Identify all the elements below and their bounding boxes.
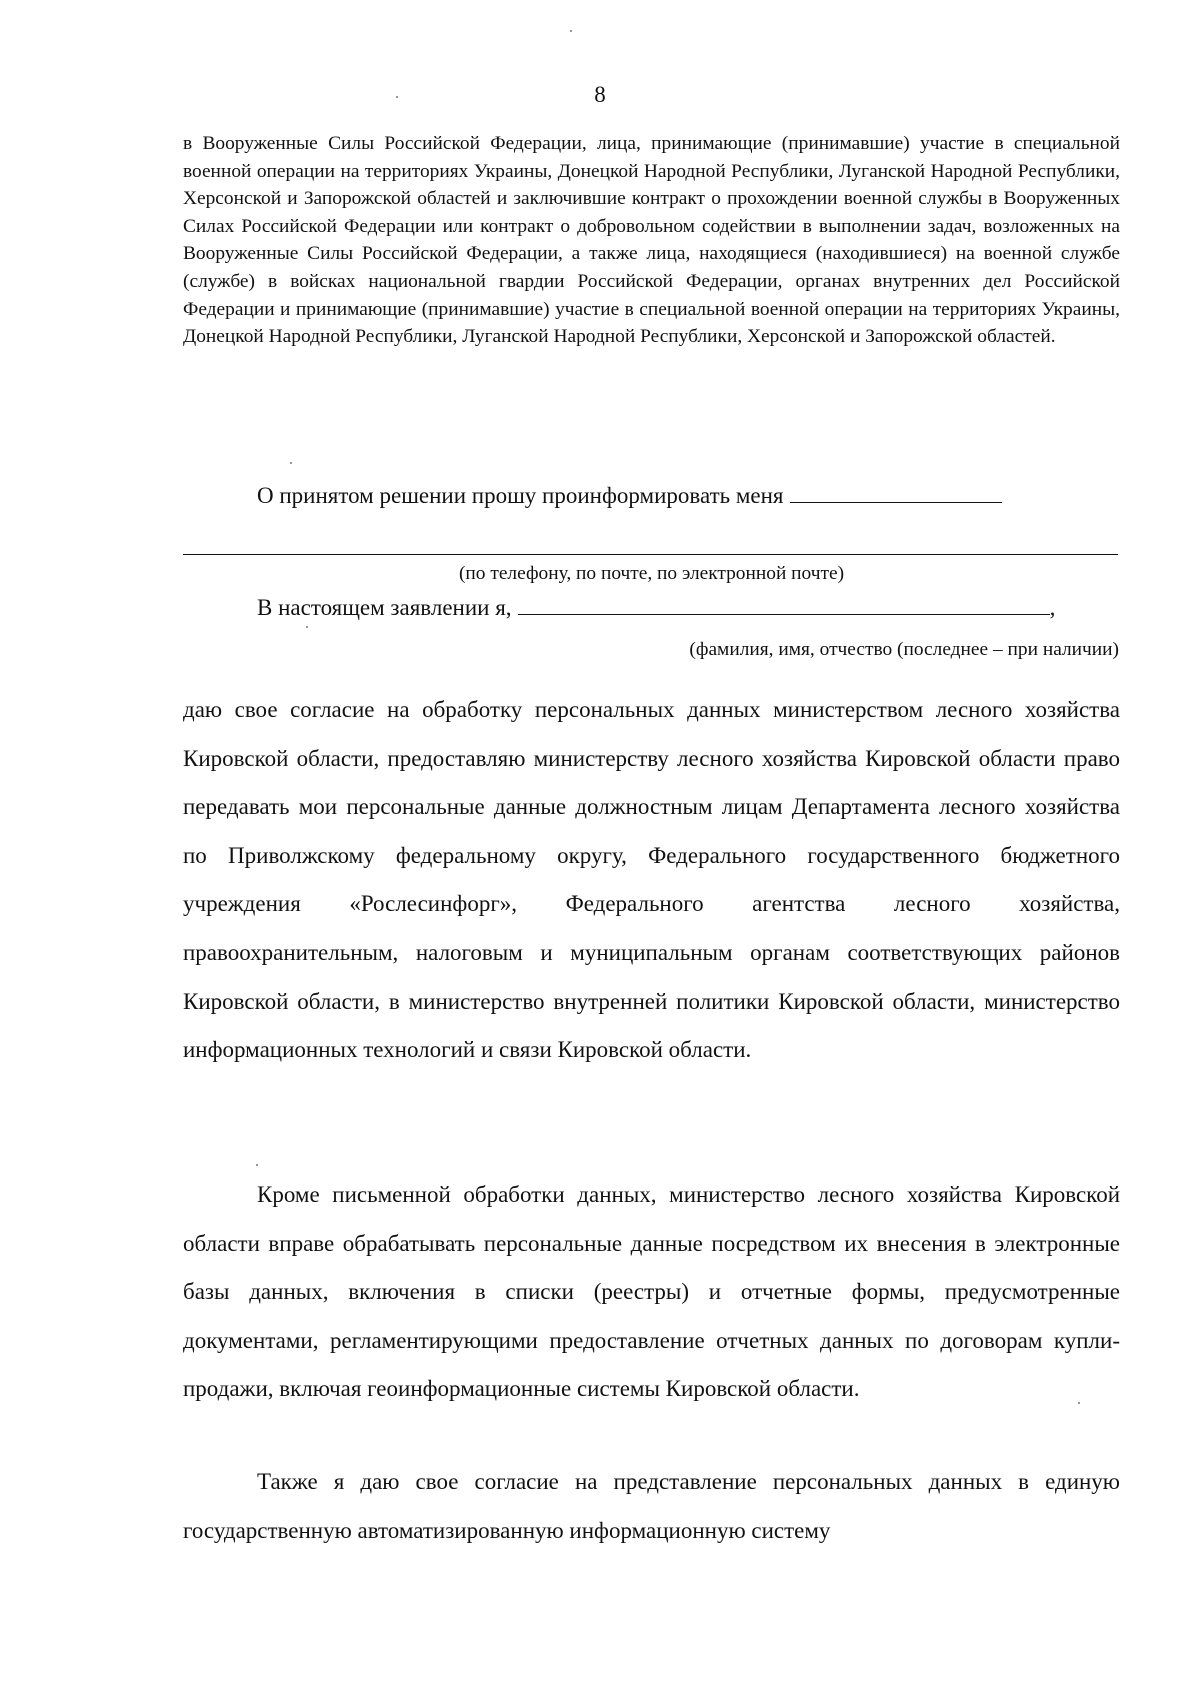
document-body-also	[183, 1458, 1120, 1555]
inform-method-hint: (по телефону, по почте, по электронной почте)	[458, 563, 845, 584]
statement-comma: ,	[1049, 595, 1056, 620]
document-body-written	[183, 1171, 1120, 1414]
scan-speck	[1078, 1402, 1080, 1404]
scan-speck	[570, 30, 572, 32]
inform-method-blank	[790, 478, 1002, 503]
statement-line	[183, 590, 1120, 623]
scan-speck	[256, 1164, 258, 1166]
document-body-top	[183, 130, 1120, 351]
paragraph-written-processing: Кроме письменной обработки данных, министерство лесного хозяйства Кировской области вправе обрабатывать персональные данные посредством их внесения в электронные базы данных, включения в списки (реестры) и отчетные формы, предусмотренные документами, регламентирующими предоставление отчетных данных по договорам купли-продажи, включая геоинформационные системы Кировской области.	[183, 1182, 1120, 1402]
paragraph-consent: даю свое согласие на обработку персональных данных министерством лесного хозяйства Кировской области, предоставляю министерству лесного хозяйства Кировской области право передавать мои персональные данные должностным лицам Департамента лесного хозяйства по Приволжскому федеральному округу, Федерального государственного бюджетного учреждения «Рослесинфорг», Федерального агентства лесного хозяйства, правоохранительным, налоговым и муниципальным органам соответствующих районов Кировской области, в министерство внутренней политики Кировской области, министерство информационных технологий и связи Кировской области.	[183, 697, 1120, 1063]
paragraph-also-consent: Также я даю свое согласие на представление персональных данных в единую государственную автоматизированную информационную систему	[183, 1469, 1120, 1543]
full-name-hint: (фамилия, имя, отчество (последнее – при наличии)	[689, 639, 1119, 660]
scan-speck	[290, 462, 292, 464]
page-number: 8	[594, 82, 606, 107]
inform-request-line	[183, 478, 1120, 511]
paragraph-eligible-persons: в Вооруженные Силы Российской Федерации, лица, принимающие (принимавшие) участие в специальной военной операции на территориях Украины, Донецкой Народной Республики, Луганской Народной Республики, Херсонской и Запорожской областей и заключившие контракт о прохождении военной службы в Вооруженных Силах Российской Федерации или контракт о добровольном содействии в выполнении задач, возложенных на Вооруженные Силы Российской Федерации, а также лица, находящиеся (находившиеся) на военной службе (службе) в войсках национальной гвардии Российской Федерации, органах внутренних дел Российской Федерации и принимающие (принимавшие) участие в специальной военной операции на территориях Украины, Донецкой Народной Республики, Луганской Народной Республики, Херсонской и Запорожской областей.	[183, 133, 1120, 348]
inform-method-blank-line	[183, 554, 1118, 555]
scan-speck	[306, 626, 308, 628]
document-body-consent	[183, 686, 1120, 1075]
inform-label: О принятом решении прошу проинформировать меня	[257, 483, 784, 508]
scan-speck	[396, 96, 398, 98]
full-name-blank	[518, 590, 1050, 615]
statement-label: В настоящем заявлении я,	[257, 595, 512, 620]
